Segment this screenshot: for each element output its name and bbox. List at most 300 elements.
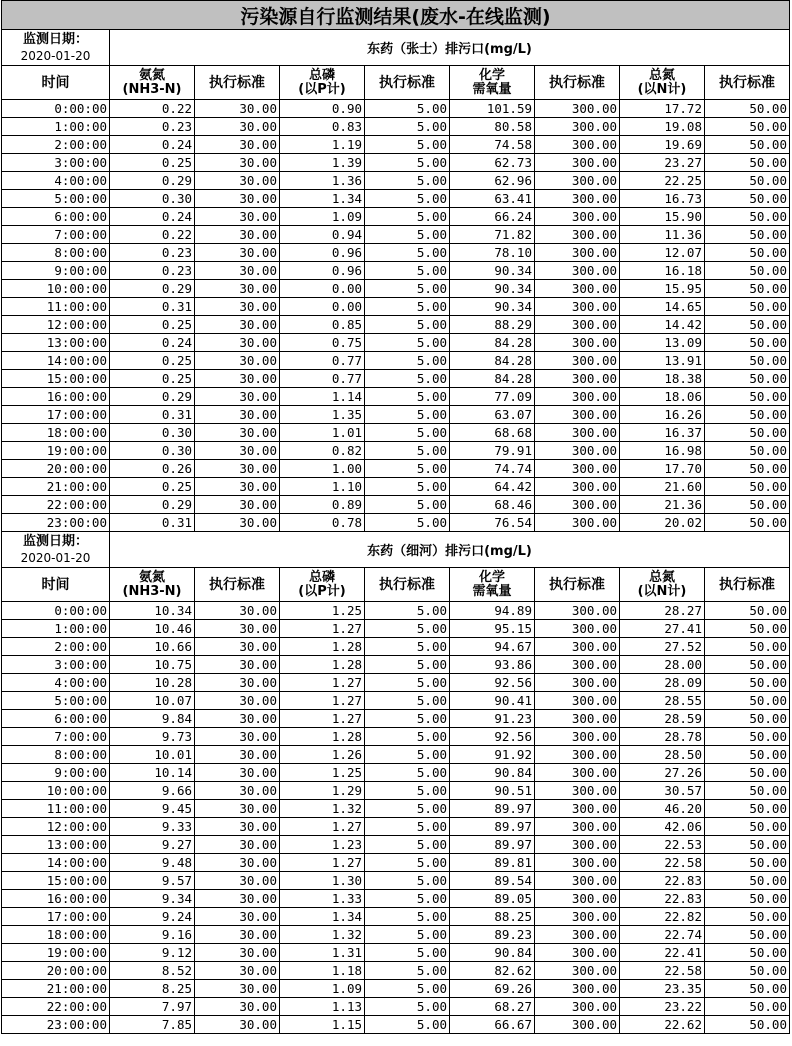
time-cell: 4:00:00: [2, 674, 110, 692]
column-header: [2, 568, 110, 602]
value-cell: 5.00: [365, 800, 450, 818]
value-cell: 300.00: [535, 388, 620, 406]
value-cell: 78.10: [450, 244, 535, 262]
table-row: [2, 316, 790, 334]
time-cell: 1:00:00: [2, 620, 110, 638]
value-cell: 84.28: [450, 370, 535, 388]
section-header-row: [2, 30, 790, 66]
value-cell: 1.35: [280, 406, 365, 424]
value-cell: 94.67: [450, 638, 535, 656]
table-row: [2, 998, 790, 1016]
value-cell: 5.00: [365, 316, 450, 334]
value-cell: 1.27: [280, 692, 365, 710]
value-cell: 27.52: [620, 638, 705, 656]
column-header-line1: 执行标准: [549, 74, 605, 91]
value-cell: 50.00: [705, 460, 790, 478]
value-cell: 30.00: [195, 890, 280, 908]
column-header-line1: 氨氮: [138, 67, 165, 83]
value-cell: 50.00: [705, 352, 790, 370]
value-cell: 300.00: [535, 674, 620, 692]
column-header: [705, 568, 790, 602]
report-title: 污染源自行监测结果(废水-在线监测): [2, 1, 790, 30]
value-cell: 50.00: [705, 854, 790, 872]
value-cell: 50.00: [705, 872, 790, 890]
table-row: [2, 890, 790, 908]
column-header-line2: 需氧量: [472, 583, 512, 599]
time-cell: 7:00:00: [2, 728, 110, 746]
value-cell: 1.09: [280, 208, 365, 226]
value-cell: 62.96: [450, 172, 535, 190]
value-cell: 50.00: [705, 674, 790, 692]
value-cell: 28.78: [620, 728, 705, 746]
value-cell: 66.67: [450, 1016, 535, 1034]
time-cell: 20:00:00: [2, 962, 110, 980]
value-cell: 300.00: [535, 118, 620, 136]
column-header: [195, 66, 280, 100]
value-cell: 5.00: [365, 262, 450, 280]
time-cell: 9:00:00: [2, 262, 110, 280]
value-cell: 1.32: [280, 926, 365, 944]
column-header: [620, 66, 705, 100]
value-cell: 89.54: [450, 872, 535, 890]
value-cell: 30.00: [195, 190, 280, 208]
value-cell: 30.00: [195, 352, 280, 370]
value-cell: 68.27: [450, 998, 535, 1016]
value-cell: 82.62: [450, 962, 535, 980]
value-cell: 50.00: [705, 136, 790, 154]
table-row: [2, 782, 790, 800]
value-cell: 16.18: [620, 262, 705, 280]
value-cell: 30.00: [195, 620, 280, 638]
value-cell: 9.33: [110, 818, 195, 836]
time-cell: 0:00:00: [2, 100, 110, 118]
table-row: [2, 692, 790, 710]
value-cell: 10.01: [110, 746, 195, 764]
column-header-line1: 总氮: [648, 67, 675, 83]
value-cell: 30.00: [195, 908, 280, 926]
value-cell: 9.34: [110, 890, 195, 908]
value-cell: 5.00: [365, 602, 450, 620]
value-cell: 1.18: [280, 962, 365, 980]
column-header-line1: 执行标准: [209, 74, 265, 91]
value-cell: 300.00: [535, 962, 620, 980]
value-cell: 30.00: [195, 710, 280, 728]
value-cell: 8.25: [110, 980, 195, 998]
value-cell: 0.25: [110, 370, 195, 388]
value-cell: 300.00: [535, 424, 620, 442]
column-header-line2: (以P计): [298, 583, 346, 599]
value-cell: 50.00: [705, 692, 790, 710]
value-cell: 0.23: [110, 118, 195, 136]
value-cell: 300.00: [535, 478, 620, 496]
column-header-line1: 总磷: [308, 569, 335, 585]
column-header: [535, 66, 620, 100]
value-cell: 30.00: [195, 782, 280, 800]
value-cell: 1.27: [280, 854, 365, 872]
value-cell: 9.24: [110, 908, 195, 926]
column-header: [2, 66, 110, 100]
value-cell: 5.00: [365, 710, 450, 728]
value-cell: 76.54: [450, 514, 535, 532]
value-cell: 0.29: [110, 280, 195, 298]
value-cell: 50.00: [705, 190, 790, 208]
value-cell: 9.66: [110, 782, 195, 800]
column-header-line1: 执行标准: [379, 74, 435, 91]
value-cell: 50.00: [705, 944, 790, 962]
time-cell: 22:00:00: [2, 496, 110, 514]
value-cell: 30.00: [195, 316, 280, 334]
value-cell: 30.00: [195, 172, 280, 190]
value-cell: 10.34: [110, 602, 195, 620]
value-cell: 50.00: [705, 100, 790, 118]
value-cell: 22.74: [620, 926, 705, 944]
table-row: [2, 638, 790, 656]
value-cell: 0.22: [110, 100, 195, 118]
value-cell: 0.25: [110, 316, 195, 334]
value-cell: 300.00: [535, 298, 620, 316]
column-header-line1: 化学: [478, 67, 505, 83]
value-cell: 5.00: [365, 442, 450, 460]
value-cell: 84.28: [450, 334, 535, 352]
value-cell: 0.29: [110, 496, 195, 514]
value-cell: 5.00: [365, 1016, 450, 1034]
table-row: [2, 100, 790, 118]
monitoring-date-label: 监测日期：: [22, 31, 88, 47]
value-cell: 300.00: [535, 638, 620, 656]
value-cell: 13.91: [620, 352, 705, 370]
value-cell: 19.08: [620, 118, 705, 136]
value-cell: 30.00: [195, 442, 280, 460]
value-cell: 18.38: [620, 370, 705, 388]
value-cell: 28.50: [620, 746, 705, 764]
value-cell: 1.34: [280, 190, 365, 208]
value-cell: 300.00: [535, 100, 620, 118]
column-header: [450, 66, 535, 100]
value-cell: 69.26: [450, 980, 535, 998]
table-row: [2, 298, 790, 316]
time-cell: 14:00:00: [2, 352, 110, 370]
column-header: [280, 66, 365, 100]
value-cell: 0.30: [110, 190, 195, 208]
value-cell: 0.29: [110, 388, 195, 406]
value-cell: 62.73: [450, 154, 535, 172]
value-cell: 0.96: [280, 244, 365, 262]
table-row: [2, 926, 790, 944]
value-cell: 74.58: [450, 136, 535, 154]
table-row: [2, 1016, 790, 1034]
table-row: [2, 764, 790, 782]
value-cell: 50.00: [705, 746, 790, 764]
column-header-line2: (以N计): [637, 81, 687, 97]
value-cell: 90.34: [450, 262, 535, 280]
value-cell: 91.23: [450, 710, 535, 728]
value-cell: 50.00: [705, 908, 790, 926]
value-cell: 5.00: [365, 136, 450, 154]
value-cell: 30.00: [195, 764, 280, 782]
value-cell: 50.00: [705, 764, 790, 782]
value-cell: 1.25: [280, 764, 365, 782]
value-cell: 90.41: [450, 692, 535, 710]
value-cell: 27.26: [620, 764, 705, 782]
value-cell: 5.00: [365, 962, 450, 980]
value-cell: 5.00: [365, 388, 450, 406]
value-cell: 50.00: [705, 226, 790, 244]
column-header: [365, 568, 450, 602]
value-cell: 10.75: [110, 656, 195, 674]
monitoring-date-cell: [2, 532, 110, 568]
value-cell: 42.06: [620, 818, 705, 836]
column-header-line2: (NH3-N): [122, 583, 182, 599]
value-cell: 50.00: [705, 424, 790, 442]
value-cell: 50.00: [705, 1016, 790, 1034]
value-cell: 30.00: [195, 280, 280, 298]
value-cell: 0.25: [110, 154, 195, 172]
value-cell: 0.31: [110, 298, 195, 316]
time-cell: 6:00:00: [2, 208, 110, 226]
value-cell: 1.25: [280, 602, 365, 620]
column-header-line1: 执行标准: [719, 576, 775, 593]
value-cell: 30.00: [195, 674, 280, 692]
time-cell: 2:00:00: [2, 638, 110, 656]
value-cell: 28.00: [620, 656, 705, 674]
table-row: [2, 620, 790, 638]
value-cell: 5.00: [365, 226, 450, 244]
table-row: [2, 424, 790, 442]
time-cell: 19:00:00: [2, 442, 110, 460]
monitoring-date-label: 监测日期：: [22, 533, 88, 549]
value-cell: 50.00: [705, 370, 790, 388]
value-cell: 0.30: [110, 424, 195, 442]
value-cell: 0.25: [110, 352, 195, 370]
table-row: [2, 872, 790, 890]
time-cell: 10:00:00: [2, 280, 110, 298]
value-cell: 50.00: [705, 800, 790, 818]
time-cell: 12:00:00: [2, 818, 110, 836]
value-cell: 1.30: [280, 872, 365, 890]
value-cell: 89.97: [450, 800, 535, 818]
value-cell: 300.00: [535, 460, 620, 478]
value-cell: 74.74: [450, 460, 535, 478]
table-row: [2, 226, 790, 244]
time-cell: 5:00:00: [2, 190, 110, 208]
value-cell: 5.00: [365, 728, 450, 746]
value-cell: 300.00: [535, 980, 620, 998]
value-cell: 50.00: [705, 478, 790, 496]
value-cell: 300.00: [535, 728, 620, 746]
table-row: [2, 406, 790, 424]
value-cell: 28.59: [620, 710, 705, 728]
value-cell: 1.26: [280, 746, 365, 764]
value-cell: 16.73: [620, 190, 705, 208]
value-cell: 50.00: [705, 782, 790, 800]
value-cell: 1.09: [280, 980, 365, 998]
value-cell: 50.00: [705, 208, 790, 226]
column-header-line2: (以N计): [637, 583, 687, 599]
outfall-name: 东药（张士）排污口(mg/L): [110, 30, 790, 66]
value-cell: 50.00: [705, 602, 790, 620]
time-cell: 7:00:00: [2, 226, 110, 244]
value-cell: 1.10: [280, 478, 365, 496]
value-cell: 10.66: [110, 638, 195, 656]
value-cell: 50.00: [705, 818, 790, 836]
value-cell: 50.00: [705, 728, 790, 746]
value-cell: 9.84: [110, 710, 195, 728]
value-cell: 300.00: [535, 908, 620, 926]
outfall-name: 东药（细河）排污口(mg/L): [110, 532, 790, 568]
value-cell: 5.00: [365, 656, 450, 674]
value-cell: 9.73: [110, 728, 195, 746]
value-cell: 16.98: [620, 442, 705, 460]
value-cell: 1.34: [280, 908, 365, 926]
value-cell: 30.00: [195, 728, 280, 746]
table-row: [2, 208, 790, 226]
value-cell: 30.00: [195, 244, 280, 262]
value-cell: 28.27: [620, 602, 705, 620]
table-row: [2, 388, 790, 406]
value-cell: 5.00: [365, 620, 450, 638]
report-sheet: [1, 0, 790, 1034]
value-cell: 300.00: [535, 442, 620, 460]
time-cell: 11:00:00: [2, 298, 110, 316]
value-cell: 88.25: [450, 908, 535, 926]
value-cell: 71.82: [450, 226, 535, 244]
value-cell: 30.00: [195, 496, 280, 514]
value-cell: 300.00: [535, 854, 620, 872]
value-cell: 5.00: [365, 514, 450, 532]
value-cell: 50.00: [705, 262, 790, 280]
table-row: [2, 172, 790, 190]
value-cell: 50.00: [705, 962, 790, 980]
time-cell: 2:00:00: [2, 136, 110, 154]
value-cell: 13.09: [620, 334, 705, 352]
value-cell: 300.00: [535, 620, 620, 638]
value-cell: 300.00: [535, 746, 620, 764]
value-cell: 50.00: [705, 514, 790, 532]
value-cell: 16.37: [620, 424, 705, 442]
value-cell: 0.83: [280, 118, 365, 136]
time-cell: 4:00:00: [2, 172, 110, 190]
value-cell: 5.00: [365, 460, 450, 478]
value-cell: 30.00: [195, 136, 280, 154]
value-cell: 300.00: [535, 1016, 620, 1034]
column-header: [705, 66, 790, 100]
value-cell: 50.00: [705, 620, 790, 638]
column-header-line1: 总氮: [648, 569, 675, 585]
value-cell: 68.46: [450, 496, 535, 514]
value-cell: 1.19: [280, 136, 365, 154]
value-cell: 50.00: [705, 442, 790, 460]
value-cell: 90.34: [450, 298, 535, 316]
value-cell: 5.00: [365, 172, 450, 190]
value-cell: 300.00: [535, 782, 620, 800]
value-cell: 89.97: [450, 818, 535, 836]
table-row: [2, 352, 790, 370]
value-cell: 22.83: [620, 872, 705, 890]
value-cell: 10.46: [110, 620, 195, 638]
value-cell: 23.35: [620, 980, 705, 998]
value-cell: 7.85: [110, 1016, 195, 1034]
value-cell: 90.84: [450, 764, 535, 782]
table-row: [2, 944, 790, 962]
value-cell: 21.36: [620, 496, 705, 514]
table-row: [2, 746, 790, 764]
value-cell: 30.00: [195, 226, 280, 244]
column-header-line2: 需氧量: [472, 81, 512, 97]
value-cell: 22.58: [620, 854, 705, 872]
table-row: [2, 602, 790, 620]
value-cell: 30.00: [195, 638, 280, 656]
value-cell: 9.16: [110, 926, 195, 944]
value-cell: 30.00: [195, 1016, 280, 1034]
value-cell: 300.00: [535, 370, 620, 388]
value-cell: 23.27: [620, 154, 705, 172]
value-cell: 300.00: [535, 998, 620, 1016]
value-cell: 89.81: [450, 854, 535, 872]
value-cell: 89.97: [450, 836, 535, 854]
value-cell: 30.00: [195, 262, 280, 280]
value-cell: 0.24: [110, 208, 195, 226]
time-cell: 15:00:00: [2, 370, 110, 388]
value-cell: 22.58: [620, 962, 705, 980]
value-cell: 1.00: [280, 460, 365, 478]
value-cell: 5.00: [365, 352, 450, 370]
value-cell: 50.00: [705, 334, 790, 352]
value-cell: 0.90: [280, 100, 365, 118]
value-cell: 300.00: [535, 710, 620, 728]
time-cell: 9:00:00: [2, 764, 110, 782]
value-cell: 50.00: [705, 244, 790, 262]
table-row: [2, 244, 790, 262]
column-header: [365, 66, 450, 100]
value-cell: 30.00: [195, 514, 280, 532]
time-cell: 23:00:00: [2, 1016, 110, 1034]
value-cell: 0.77: [280, 370, 365, 388]
value-cell: 1.14: [280, 388, 365, 406]
section-header-row: [2, 532, 790, 568]
value-cell: 300.00: [535, 872, 620, 890]
value-cell: 30.00: [195, 208, 280, 226]
column-header: [110, 568, 195, 602]
column-header-line1: 化学: [478, 569, 505, 585]
value-cell: 22.25: [620, 172, 705, 190]
value-cell: 5.00: [365, 190, 450, 208]
value-cell: 1.29: [280, 782, 365, 800]
value-cell: 50.00: [705, 172, 790, 190]
table-row: [2, 836, 790, 854]
value-cell: 50.00: [705, 890, 790, 908]
value-cell: 300.00: [535, 280, 620, 298]
value-cell: 5.00: [365, 424, 450, 442]
table-row: [2, 280, 790, 298]
value-cell: 300.00: [535, 692, 620, 710]
value-cell: 0.85: [280, 316, 365, 334]
value-cell: 50.00: [705, 980, 790, 998]
column-header-row: [2, 568, 790, 602]
value-cell: 1.15: [280, 1016, 365, 1034]
time-cell: 8:00:00: [2, 244, 110, 262]
value-cell: 0.23: [110, 244, 195, 262]
value-cell: 300.00: [535, 764, 620, 782]
value-cell: 0.78: [280, 514, 365, 532]
value-cell: 30.00: [195, 818, 280, 836]
table-row: [2, 728, 790, 746]
value-cell: 15.95: [620, 280, 705, 298]
table-row: [2, 514, 790, 532]
value-cell: 5.00: [365, 298, 450, 316]
value-cell: 0.75: [280, 334, 365, 352]
value-cell: 1.28: [280, 638, 365, 656]
value-cell: 5.00: [365, 118, 450, 136]
